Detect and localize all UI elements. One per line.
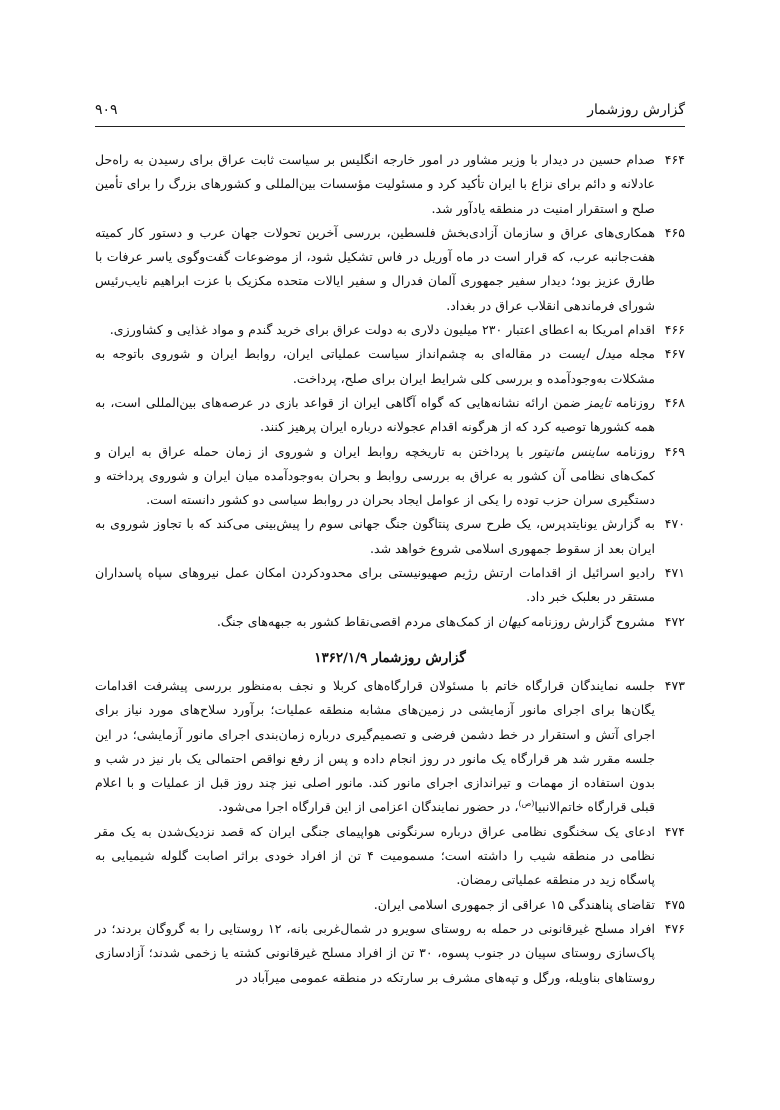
entry-text (95, 893, 655, 917)
entry-item (95, 342, 685, 391)
section-title: گزارش روزشمار ۱۳۶۲/۱/۹ (314, 649, 466, 666)
entry-number: ۴۶۵ (664, 224, 685, 240)
entry-item (95, 148, 685, 221)
entry-text (95, 148, 655, 221)
honorific-superscript: (ص) (518, 799, 535, 809)
entry-number: ۴۷۵ (664, 896, 685, 912)
publication-name: ساینس مانیتور (530, 443, 610, 459)
entry-item (95, 674, 685, 820)
entry-number: ۴۶۸ (664, 394, 685, 410)
entry-list-top (95, 148, 685, 634)
header-rule (95, 126, 685, 127)
entry-text-run: صدام حسین در دیدار با وزیر مشاور در امور خارجه انگلیس بر سیاست ثابت عراق برای رسیدن به راه‌حل عادلانه و دائم برای نزاع با ایران تأکید کرد و مسئولیت مؤسسات بین‌المللی و کشورهای بزرگ را برای تأمین صلح و استقرار امنیت در منطقه یادآور شد. (95, 152, 655, 216)
page-number: ۹۰۹ (95, 102, 118, 118)
entry-number: ۴۷۶ (664, 920, 685, 936)
entry-number: ۴۶۴ (664, 152, 685, 167)
entry-text-run: به گزارش یونایتدپرس، یک طرح سری پنتاگون جنگ جهانی سوم را پیش‌بینی می‌کند که با تجاوز شوروی به ایران بعد از سقوط جمهوری اسلامی شروع خواهد شد. (95, 516, 655, 556)
entry-text-run: از کمک‌های مردم اقصی‌نقاط کشور به جبهه‌های جنگ. (216, 613, 499, 629)
entry-text (95, 674, 655, 820)
entry-text-run: اقدام امریکا به اعطای اعتبار ۲۳۰ میلیون دلاری به دولت عراق برای خرید گندم و مواد غذایی و کشاورزی. (109, 322, 655, 338)
entry-text (95, 440, 655, 513)
entry-text (95, 512, 655, 561)
entry-number: ۴۷۳ (664, 677, 685, 693)
entry-text-run: در مقاله‌ای به چشم‌انداز سیاست عملیاتی ایران، روابط ایران و شوروی باتوجه به مشکلات به‌وجودآمده و بررسی کلی شرایط ایران برای صلح، پرداخت. (95, 346, 655, 386)
entry-text-run: ضمن ارائه نشانه‌هایی که گواه آگاهی ایران از قواعد بازی در عرصه‌های بین‌المللی است، به همه کشورها توصیه کرد که از هرگونه اقدام عجولانه درباره ایران پرهیز کنند. (95, 394, 655, 435)
entry-text (95, 820, 655, 893)
entry-item (95, 610, 685, 634)
entry-item (95, 820, 685, 893)
entry-text (95, 561, 655, 610)
entry-text (95, 221, 655, 318)
publication-name: تایمز (585, 394, 611, 410)
entry-text-run: ، در حضور نمایندگان اعزامی از این قرارگاه اجرا می‌شود. (218, 799, 519, 815)
entry-item (95, 440, 685, 513)
entry-text-run: همکاری‌های عراق و سازمان آزادی‌بخش فلسطین، بررسی آخرین تحولات جهان عرب و دستور کار کمیته هفت‌جانبه عرب، که قرار است در ماه آوریل در فاس تشکیل شود، از موضوعات گفت‌وگوی یاسر عرفات با طارق عزیز بود؛ دیدار سفیر جمهوری آلمان فدرال و سفیر ایالات متحده مکزیک با عزت ابراهیم نایب‌رئیس شورای فرماندهی انقلاب عراق در بغداد. (95, 224, 655, 313)
entry-item (95, 893, 685, 917)
publication-name: کیهان (498, 613, 527, 629)
entry-text-run: جلسه نمایندگان قرارگاه خاتم با مسئولان قرارگاه‌های کربلا و نجف به‌منظور بررسی پیشرفت اقدامات یگان‌ها برای اجرای مانور آزمایشی در زمین‌های مشابه منطقه عملیات؛ برآورد سلاح‌های مورد نیاز برای اجرای آتش و استقرار در خط دشمن فرضی و تصمیم‌گیری درباره زمان‌بندی اجرای مانور آزمایشی؛ در این جلسه مقرر شد هر قرارگاه یک مانور در روز انجام داده و پس از رفع نواقص احتمالی یک بار نیز در شب و بدون استفاده از مهمات و تیراندازی اجرای مانور کند. مانور اصلی نیز چند روز قبل از عملیات و با اعلام قبلی قرارگاه خاتم‌الانبیا (95, 677, 655, 815)
entry-text (95, 391, 655, 440)
entry-item (95, 917, 685, 990)
entry-text (95, 610, 655, 634)
entry-text-run: روزنامه (609, 443, 656, 459)
entry-text-run: افراد مسلح غیرقانونی در حمله به روستای سویرو در شمال‌غربی بانه، ۱۲ روستایی را به گروگان بردند؛ در پاک‌سازی روستای سپیان در جنوب پسوه، ۳۰ تن از افراد مسلح غیرقانونی کشته یا زخمی شدند؛ آزادسازی روستاهای بناویله، ورگل و تپه‌های مشرف بر سارتکه در منطقه عمومی میرآباد در (95, 920, 655, 985)
entry-number: ۴۶۷ (664, 346, 685, 362)
running-header-title: گزارش روزشمار (587, 102, 685, 118)
running-header (95, 94, 685, 118)
entry-number: ۴۷۴ (664, 823, 685, 839)
entry-item (95, 561, 685, 610)
entry-text-run: با پرداختن به تاریخچه روابط ایران و شوروی از زمان حمله عراق به ایران و کمک‌های نظامی آن کشور به عراق به بررسی روابط و بحران به‌وجودآمده میان ایران و شوروی پرداخته و دستگیری سران حزب توده را یکی از عوامل ایجاد بحران در روابط سیاسی دو کشور دانسته است. (95, 443, 655, 508)
page-body (95, 148, 685, 990)
entry-item (95, 221, 685, 318)
entry-item (95, 318, 685, 342)
entry-text (95, 917, 655, 990)
entry-text-run: رادیو اسرائیل از اقدامات ارتش رژیم صهیونیستی برای محدودکردن امکان عمل نیروهای سپاه پاسداران مستقر در بعلبک خبر داد. (95, 565, 655, 605)
entry-number: ۴۷۲ (664, 613, 685, 629)
entry-text (95, 318, 655, 342)
entry-list-bottom (95, 674, 685, 990)
entry-text (95, 342, 655, 391)
entry-text-run: مشروح گزارش روزنامه (526, 613, 655, 629)
entry-item (95, 391, 685, 440)
entry-text-run: تقاضای پناهندگی ۱۵ عراقی از جمهوری اسلامی ایران. (373, 896, 655, 912)
entry-text-run: ادعای یک سخنگوی نظامی عراق درباره سرنگونی هواپیمای جنگی ایران که قصد نزدیک‌شدن به یک مقر نظامی در منطقه شیب را داشته است؛ مسمومیت ۴ تن از افراد خودی براثر اصابت گلوله شیمیایی به پاسگاه زید در منطقه عملیاتی رمضان. (95, 823, 655, 888)
publication-name: میدل ایست (558, 346, 623, 362)
entry-number: ۴۶۶ (664, 322, 685, 338)
entry-number: ۴۷۱ (664, 565, 685, 581)
entry-text-run: مجله (622, 346, 655, 362)
entry-text-run: روزنامه (610, 394, 655, 410)
entry-number: ۴۶۹ (664, 443, 685, 459)
entry-number: ۴۷۰ (664, 516, 685, 532)
entry-item (95, 512, 685, 561)
